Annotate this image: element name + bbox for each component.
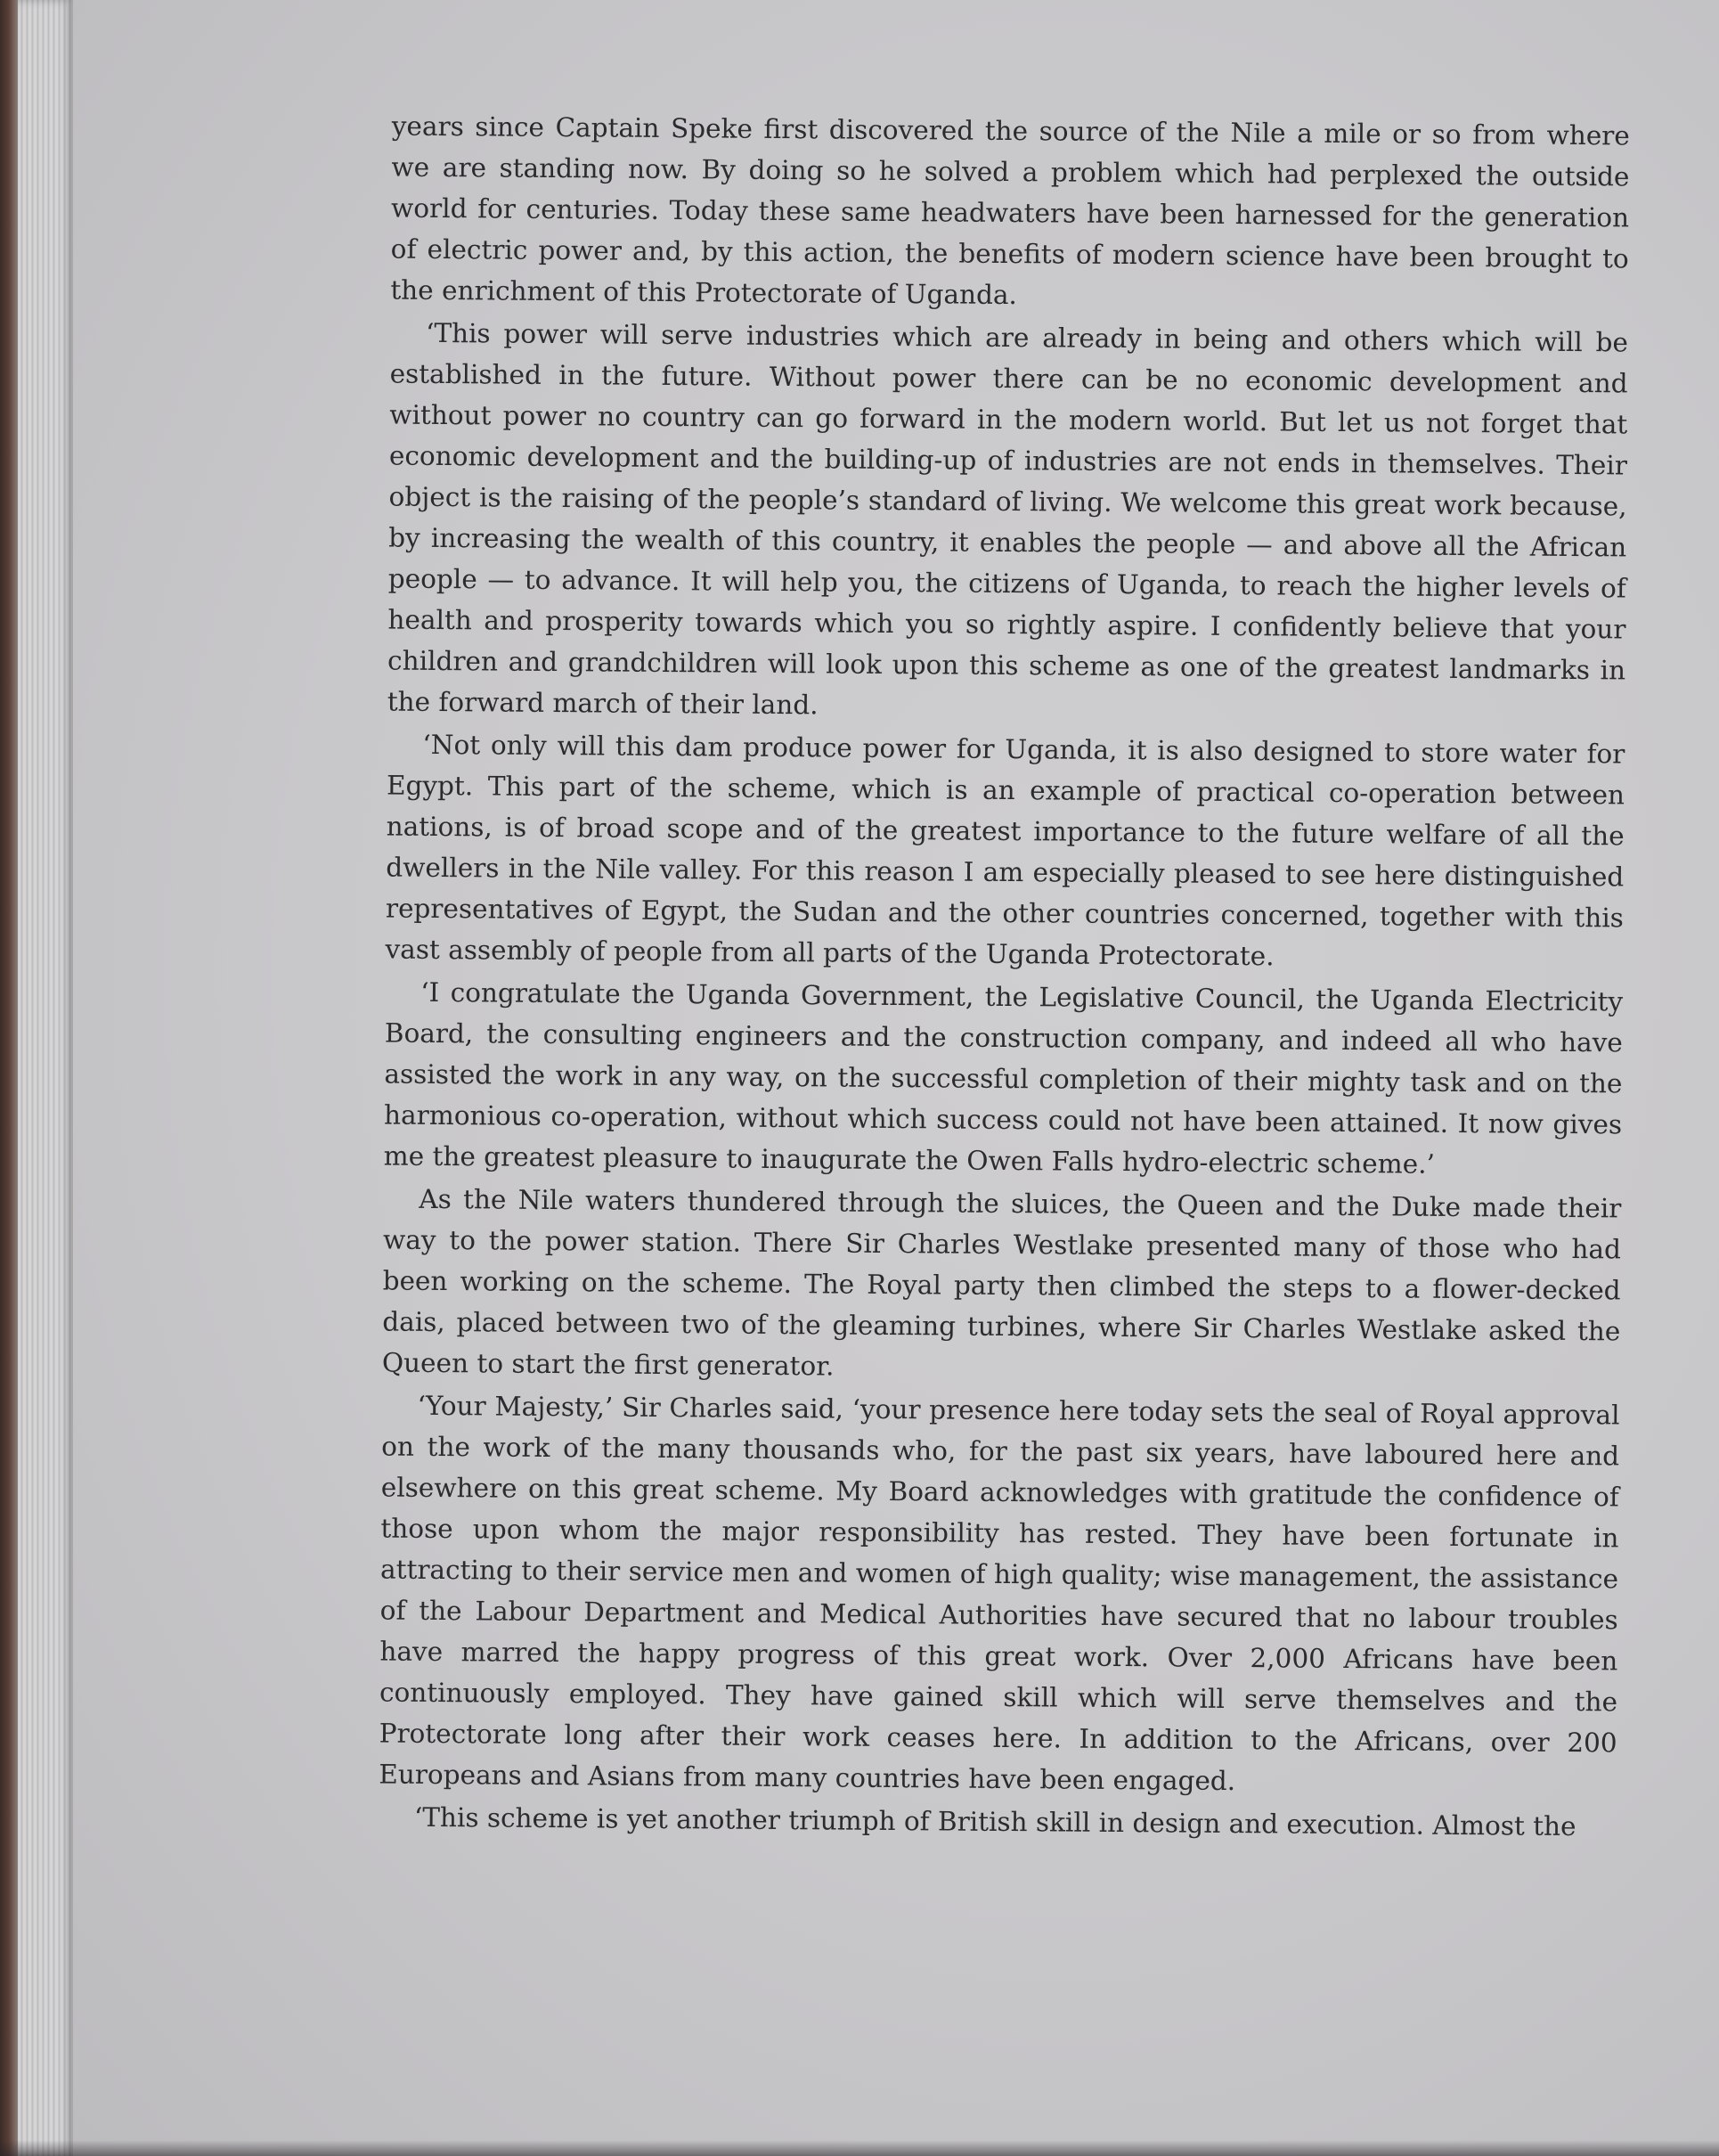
paragraph-5: As the Nile waters thundered through the sluices, the Queen and the Duke made their way to the power station. There Sir Charles Westlake presented many of those who had been working on the scheme. The Royal party then climbed the steps to a flower-decked dais, placed between two of the gleaming turbines, where Sir Charles Westlake asked the Queen to start the first generator. bbox=[381, 1183, 1622, 1382]
paragraph-4: ‘I congratulate the Uganda Government, the Legislative Council, the Uganda Electricity Board, the consulting engineers and the construction company, and indeed all who have assisted the work in any way, on the successful completion of their mighty task and on the harmonious co-operation, without which success could not have been attained. It now gives me the greatest pleasure to inaugurate the Owen Falls hydro-electric scheme.’ bbox=[383, 976, 1624, 1180]
paragraph-6: ‘Your Majesty,’ Sir Charles said, ‘your presence here today sets the seal of Royal approval on the work of the many thousands who, for the past six years, have laboured here and elsewhere on this great scheme. My Board acknowledges with gratitude the confidence of those upon whom the major responsibility has rested. They have been fortunate in attracting to their service men and women of high quality; wise management, the assistance of the Labour Department and Medical Authorities have secured that no labour troubles have marred the happy progress of this great work. Over 2,000 Africans have been continuously employed. They have gained skill which will serve themselves and the Protectorate long after their work ceases here. In addition to the Africans, over 200 Europeans and Asians from many countries have been engaged. bbox=[379, 1390, 1620, 1797]
paragraph-3: ‘Not only will this dam produce power for Uganda, it is also designed to store water for Egypt. This part of the scheme, which is an example of practical co-operation between nations, is of broad scope and of the greatest importance to the future welfare of all the dwellers in the Nile valley. For this reason I am especially pleased to see here distinguished representatives of Egypt, the Sudan and the other countries concerned, together with this vast assembly of people from all parts of the Uganda Protectorate. bbox=[385, 729, 1625, 972]
body-text bbox=[379, 106, 1630, 1850]
paragraph-1: years since Captain Speke first discovered the source of the Nile a mile or so from where we are standing now. By doing so he solved a problem which had perplexed the outside world for centuries. Today these same headwaters have been harnessed for the generation of electric power and, by this action, the benefits of modern science have been brought to the enrichment of this Protectorate of Uganda. bbox=[390, 110, 1630, 311]
page-edges bbox=[18, 0, 73, 2156]
bottom-shadow bbox=[0, 2140, 1719, 2156]
paragraph-7: ‘This scheme is yet another triumph of British skill in design and execution. Almost the bbox=[413, 1801, 1576, 1842]
paragraph-2: ‘This power will serve industries which are already in being and others which will be established in the future. Without power there can be no economic development and without power no country can go forward in the modern world. But let us not forget that economic development and the building-up of industries are not ends in themselves. Their object is the raising of the people’s standard of living. We welcome this great work because, by increasing the wealth of this country, it enables the people — and above all the African people — to advance. It will help you, the citizens of Uganda, to reach the higher levels of health and prosperity towards which you so rightly aspire. I confidently believe that your children and grandchildren will look upon this scheme as one of the greatest landmarks in the forward march of their land. bbox=[387, 317, 1629, 721]
book-spine bbox=[0, 0, 18, 2156]
